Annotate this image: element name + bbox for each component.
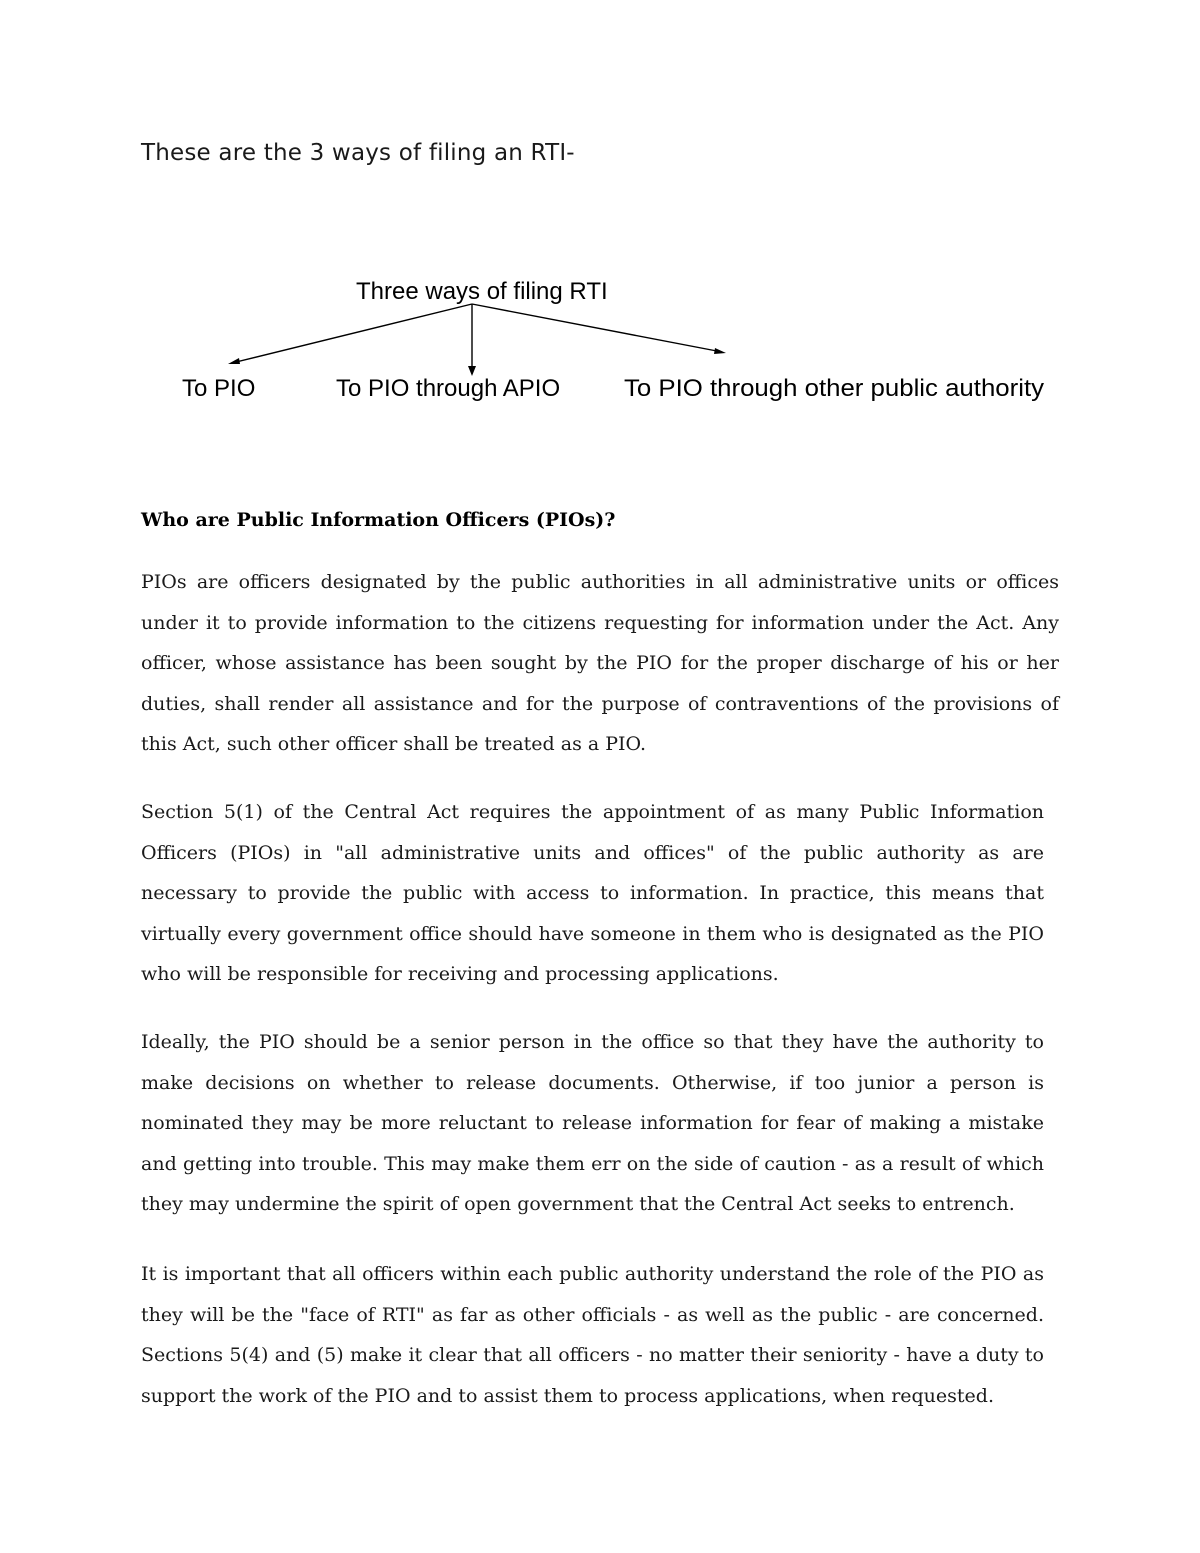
branch-to-pio: To PIO	[182, 375, 256, 402]
arrowhead-right	[714, 348, 726, 354]
paragraph-section-5-1: Section 5(1) of the Central Act requires the appointment of as many Public Information Officers (PIOs) in "all administrative units and offices" of the public authority as are necessary to provide the public with access to information. In practice, this means that virtually every government office should have someone in them who is designated as the PIO who will be responsible for receiving and processing applications.	[141, 801, 1044, 985]
diagram-title: Three ways of filing RTI	[356, 278, 608, 305]
paragraph-senior-pio: Ideally, the PIO should be a senior person in the office so that they have the authority to make decisions on whether to release documents. Otherwise, if too junior a person is nominated they may be more reluctant to release information for fear of making a mistake and getting into trouble. This may make them err on the side of caution - as a result of which they may undermine the spirit of open government that the Central Act seeks to entrench.	[141, 1031, 1044, 1215]
rti-filing-diagram	[0, 0, 1200, 460]
connector-right	[472, 304, 722, 352]
paragraph-role-of-pio: It is important that all officers within each public authority understand the role of the PIO as they will be the "face of RTI" as far as other officials - as well as the public - are concerned. Sections 5(4) and (5) make it clear that all officers - no matter their seniority - have a duty to support the work of the PIO and to assist them to process applications, when requested.	[141, 1263, 1044, 1407]
intro-line: These are the 3 ways of filing an RTI-	[141, 140, 575, 166]
branch-to-pio-through-apio: To PIO through APIO	[336, 375, 561, 402]
branch-to-pio-through-other-authority: To PIO through other public authority	[624, 375, 1044, 402]
paragraph-pio-definition: PIOs are officers designated by the public authorities in all administrative units or offices under it to provide information to the citizens requesting for information under the Act. Any officer, whose assistance has been sought by the PIO for the proper discharge of his or her duties, shall render all assistance and for the purpose of contraventions of the provisions of this Act, such other officer shall be treated as a PIO.	[141, 571, 1059, 755]
connector-left	[232, 304, 472, 363]
arrowhead-left	[228, 358, 240, 364]
section-heading: Who are Public Information Officers (PIOs)?	[141, 509, 616, 531]
